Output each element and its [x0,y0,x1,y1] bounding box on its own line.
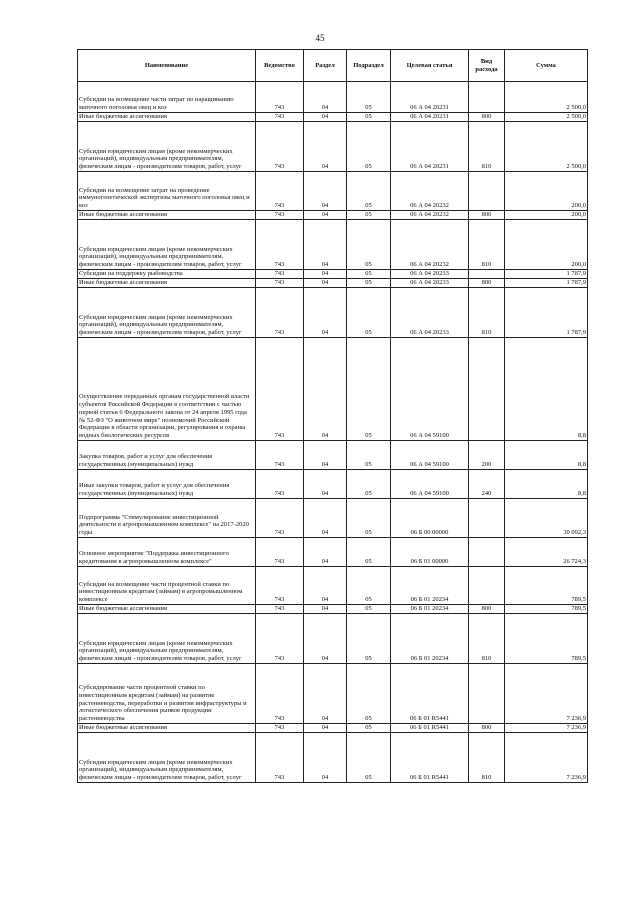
cell-name: Субсидии юридическим лицам (кроме некоммерческих организаций), индивидуальным предпринимателям, физическим лицам - производителям товаров, работ, услуг [78,220,256,270]
cell-subsection: 05 [347,724,391,733]
cell-department: 743 [256,113,304,122]
cell-amount: 200,0 [505,211,588,220]
cell-target-article: 06 Б 01 20234 [391,567,469,605]
budget-table [77,49,588,783]
cell-target-article: 06 А 04 20233 [391,279,469,288]
cell-expense-type [469,338,505,441]
table-row [78,567,588,605]
cell-section: 04 [304,82,347,113]
cell-target-article: 06 Б 01 00000 [391,538,469,567]
cell-subsection: 05 [347,338,391,441]
cell-department: 743 [256,470,304,499]
cell-section: 04 [304,664,347,724]
cell-department: 743 [256,724,304,733]
cell-section: 04 [304,499,347,538]
cell-department: 743 [256,122,304,172]
cell-subsection: 05 [347,441,391,470]
cell-expense-type [469,664,505,724]
cell-expense-type: 810 [469,733,505,783]
table-row [78,82,588,113]
cell-target-article: 06 А 04 20233 [391,270,469,279]
cell-section: 04 [304,733,347,783]
cell-department: 743 [256,567,304,605]
cell-expense-type: 800 [469,113,505,122]
page-number: 45 [315,33,325,43]
cell-name: Основное мероприятие "Поддержка инвестиционного кредитования в агропромышленном комплексе" [78,538,256,567]
cell-target-article: 06 А 04 20231 [391,113,469,122]
cell-target-article: 06 Б 01 R5441 [391,724,469,733]
table-row [78,211,588,220]
cell-amount: 2 500,0 [505,122,588,172]
cell-section: 04 [304,538,347,567]
cell-department: 743 [256,172,304,211]
table-header-row [78,50,588,82]
cell-amount: 789,5 [505,605,588,614]
cell-department: 743 [256,270,304,279]
cell-subsection: 05 [347,172,391,211]
header-subsection: Подраздел [347,50,391,82]
cell-name: Осуществление переданных органам государственной власти субъектов Российской Федерации в соответствии с частью первой статьи 6 Федерального закона от 24 апреля 1995 года № 52-ФЗ "О животном мире" полномочий Российской Федерации в области организации, регулирования и охраны водных биологических ресурсов [78,338,256,441]
cell-expense-type: 240 [469,470,505,499]
cell-subsection: 05 [347,538,391,567]
cell-department: 743 [256,441,304,470]
cell-amount: 7 236,9 [505,724,588,733]
cell-section: 04 [304,724,347,733]
header-section: Раздел [304,50,347,82]
header-amount: Сумма [505,50,588,82]
cell-expense-type [469,567,505,605]
header-name: Наименование [78,50,256,82]
cell-name: Иные бюджетные ассигнования [78,605,256,614]
cell-target-article: 06 Б 01 20234 [391,614,469,664]
cell-amount: 30 092,3 [505,499,588,538]
cell-name: Субсидии на поддержку рыбоводства [78,270,256,279]
cell-subsection: 05 [347,567,391,605]
cell-expense-type: 800 [469,211,505,220]
cell-section: 04 [304,441,347,470]
cell-section: 04 [304,567,347,605]
cell-department: 743 [256,664,304,724]
cell-amount: 200,0 [505,220,588,270]
cell-subsection: 05 [347,733,391,783]
cell-department: 743 [256,614,304,664]
cell-expense-type [469,538,505,567]
cell-amount: 1 787,9 [505,270,588,279]
cell-target-article: 06 А 04 20232 [391,220,469,270]
cell-department: 743 [256,279,304,288]
cell-department: 743 [256,220,304,270]
cell-subsection: 05 [347,664,391,724]
table-body [78,82,588,783]
header-target-article: Целевая статья [391,50,469,82]
cell-name: Субсидирование части процентной ставки по инвестиционным кредитам (займам) на развитие растениеводства, переработки и развития инфраструктуры и логистического обеспечения рынков продукции растениеводства [78,664,256,724]
cell-subsection: 05 [347,499,391,538]
cell-section: 04 [304,122,347,172]
table-row [78,338,588,441]
cell-amount: 1 787,9 [505,279,588,288]
cell-amount: 7 236,9 [505,664,588,724]
cell-target-article: 06 А 04 20231 [391,122,469,172]
cell-target-article: 06 А 04 20231 [391,82,469,113]
table-row [78,441,588,470]
header-expense-type: Вид расхода [469,50,505,82]
cell-amount: 2 500,0 [505,113,588,122]
table-row [78,724,588,733]
cell-subsection: 05 [347,270,391,279]
table-row [78,733,588,783]
cell-department: 743 [256,605,304,614]
cell-section: 04 [304,113,347,122]
cell-target-article: 06 А 04 59100 [391,338,469,441]
table-row [78,664,588,724]
cell-expense-type [469,82,505,113]
table-row [78,220,588,270]
table-row [78,122,588,172]
table-row [78,470,588,499]
cell-amount: 2 500,0 [505,82,588,113]
cell-expense-type: 810 [469,288,505,338]
cell-name: Субсидии на возмещение затрат на проведение иммуногенетической экспертизы маточного поголовья овец и коз [78,172,256,211]
table-row [78,538,588,567]
cell-amount: 200,0 [505,172,588,211]
cell-section: 04 [304,172,347,211]
cell-name: Субсидии на возмещение части процентной ставки по инвестиционным кредитам (займам) в агропромышленном комплексе [78,567,256,605]
cell-department: 743 [256,499,304,538]
cell-subsection: 05 [347,113,391,122]
cell-section: 04 [304,605,347,614]
cell-department: 743 [256,538,304,567]
cell-target-article: 06 Б 00 00000 [391,499,469,538]
cell-section: 04 [304,338,347,441]
cell-target-article: 06 А 04 59100 [391,441,469,470]
cell-expense-type [469,172,505,211]
cell-amount: 8,8 [505,338,588,441]
cell-name: Закупка товаров, работ и услуг для обеспечения государственных (муниципальных) нужд [78,441,256,470]
cell-name: Иные бюджетные ассигнования [78,724,256,733]
cell-name: Субсидии юридическим лицам (кроме некоммерческих организаций), индивидуальным предпринимателям, физическим лицам - производителям товаров, работ, услуг [78,122,256,172]
table-row [78,172,588,211]
table-row [78,605,588,614]
cell-expense-type [469,499,505,538]
cell-target-article: 06 Б 01 R5441 [391,664,469,724]
cell-subsection: 05 [347,82,391,113]
cell-amount: 26 724,3 [505,538,588,567]
cell-department: 743 [256,288,304,338]
table-row [78,499,588,538]
cell-department: 743 [256,211,304,220]
cell-expense-type [469,270,505,279]
cell-target-article: 06 Б 01 20234 [391,605,469,614]
cell-section: 04 [304,288,347,338]
cell-expense-type: 800 [469,279,505,288]
cell-section: 04 [304,614,347,664]
cell-expense-type: 200 [469,441,505,470]
cell-section: 04 [304,270,347,279]
cell-target-article: 06 А 04 59100 [391,470,469,499]
cell-subsection: 05 [347,122,391,172]
cell-expense-type: 810 [469,122,505,172]
cell-department: 743 [256,82,304,113]
table-row [78,279,588,288]
cell-name: Подпрограмма "Стимулирование инвестиционной деятельности в агропромышленном комплексе" на 2017-2020 годы [78,499,256,538]
cell-name: Субсидии юридическим лицам (кроме некоммерческих организаций), индивидуальным предпринимателям, физическим лицам - производителям товаров, работ, услуг [78,733,256,783]
cell-amount: 789,5 [505,567,588,605]
cell-amount: 8,8 [505,470,588,499]
table-row [78,614,588,664]
cell-subsection: 05 [347,614,391,664]
cell-subsection: 05 [347,470,391,499]
table-row [78,113,588,122]
cell-name: Иные закупки товаров, работ и услуг для обеспечения государственных (муниципальных) нужд [78,470,256,499]
table-row [78,270,588,279]
cell-target-article: 06 Б 01 R5441 [391,733,469,783]
cell-expense-type: 800 [469,605,505,614]
cell-name: Иные бюджетные ассигнования [78,211,256,220]
cell-section: 04 [304,211,347,220]
cell-name: Субсидии юридическим лицам (кроме некоммерческих организаций), индивидуальным предпринимателям, физическим лицам - производителям товаров, работ, услуг [78,614,256,664]
cell-section: 04 [304,220,347,270]
cell-name: Иные бюджетные ассигнования [78,113,256,122]
cell-name: Субсидии на возмещение части затрат по наращиванию маточного поголовья овец и коз [78,82,256,113]
cell-amount: 7 236,9 [505,733,588,783]
header-department: Ведомство [256,50,304,82]
cell-expense-type: 810 [469,220,505,270]
cell-amount: 1 787,9 [505,288,588,338]
cell-amount: 8,8 [505,441,588,470]
cell-name: Иные бюджетные ассигнования [78,279,256,288]
cell-subsection: 05 [347,605,391,614]
cell-subsection: 05 [347,279,391,288]
cell-target-article: 06 А 04 20232 [391,211,469,220]
cell-subsection: 05 [347,288,391,338]
cell-section: 04 [304,279,347,288]
cell-target-article: 06 А 04 20233 [391,288,469,338]
cell-department: 743 [256,338,304,441]
cell-expense-type: 810 [469,614,505,664]
cell-subsection: 05 [347,220,391,270]
cell-subsection: 05 [347,211,391,220]
cell-name: Субсидии юридическим лицам (кроме некоммерческих организаций), индивидуальным предпринимателям, физическим лицам - производителям товаров, работ, услуг [78,288,256,338]
cell-amount: 789,5 [505,614,588,664]
cell-department: 743 [256,733,304,783]
cell-target-article: 06 А 04 20232 [391,172,469,211]
cell-expense-type: 800 [469,724,505,733]
cell-section: 04 [304,470,347,499]
table-row [78,288,588,338]
